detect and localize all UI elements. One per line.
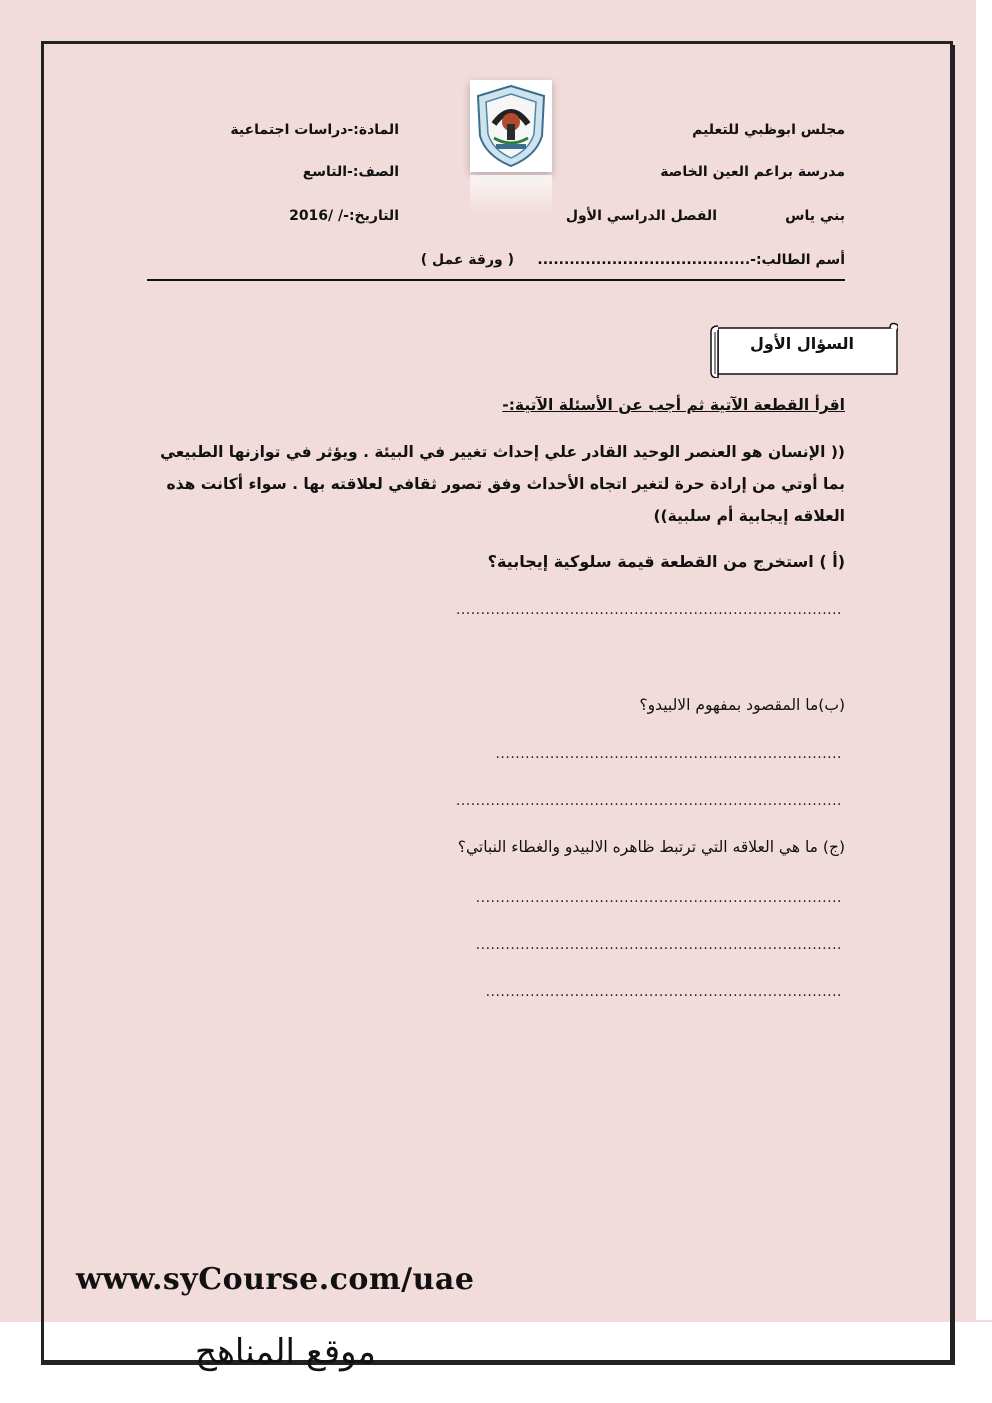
subject: المادة:-دراسات اجتماعية bbox=[230, 122, 399, 138]
page-border-shadow-bottom bbox=[41, 1363, 953, 1365]
question-title-scroll bbox=[710, 322, 898, 378]
date: التاريخ:-/ /2016 bbox=[289, 208, 399, 224]
passage-line-2: بما أوتي من إرادة حرة لتغير اتجاه الأحداث وفق تصور ثقافي لعلاقته بها . سواء أكانت هذه bbox=[166, 475, 845, 493]
logo-reflection bbox=[470, 175, 552, 213]
header-divider bbox=[147, 279, 845, 281]
answer-line-a1[interactable]: .............................................................................. bbox=[455, 602, 842, 618]
question-title: السؤال الأول bbox=[750, 334, 854, 353]
page-margin-right bbox=[976, 0, 992, 1320]
question-part-b: (ب)ما المقصود بمفهوم الالبيدو؟ bbox=[639, 696, 845, 714]
council-name: مجلس ابوظبي للتعليم bbox=[692, 122, 845, 138]
school-name: مدرسة براعم العين الخاصة bbox=[660, 164, 845, 180]
question-part-a: (أ ) استخرج من القطعة قيمة سلوكية إيجابية؟ bbox=[487, 552, 845, 571]
answer-line-c3[interactable]: ........................................................................ bbox=[485, 984, 842, 1000]
answer-line-b1[interactable]: ...................................................................... bbox=[495, 746, 842, 762]
location: بني ياس bbox=[785, 208, 845, 224]
semester: الفصل الدراسي الأول bbox=[565, 208, 717, 224]
passage-line-1: (( الإنسان هو العنصر الوحيد القادر علي إحداث تغيير في البيئة . ويؤثر في توازنها الطبيعي bbox=[160, 443, 845, 461]
question-part-c: (ج) ما هي العلاقه التي ترتبط ظاهره الالبيدو والغطاء النباتي؟ bbox=[457, 838, 845, 856]
site-name-arabic: موقع المناهج bbox=[195, 1332, 376, 1372]
answer-line-c2[interactable]: .......................................................................... bbox=[475, 937, 842, 953]
answer-line-b2[interactable]: .............................................................................. bbox=[455, 793, 842, 809]
passage-line-3: العلاقه إيجابية أم سلبية)) bbox=[653, 507, 845, 525]
worksheet-label: ( ورقة عمل ) bbox=[420, 252, 514, 268]
school-logo bbox=[470, 80, 552, 172]
website-url: www.syCourse.com/uae bbox=[76, 1262, 475, 1297]
answer-line-c1[interactable]: .......................................................................... bbox=[475, 890, 842, 906]
student-name-field: أسم الطالب:-........................................ bbox=[537, 252, 845, 268]
instruction: اقرأ القطعة الآتية ثم أجب عن الأسئلة الآتية:- bbox=[502, 396, 845, 414]
page-border-shadow-right bbox=[953, 45, 955, 1365]
grade: الصف:-التاسع bbox=[302, 164, 399, 180]
